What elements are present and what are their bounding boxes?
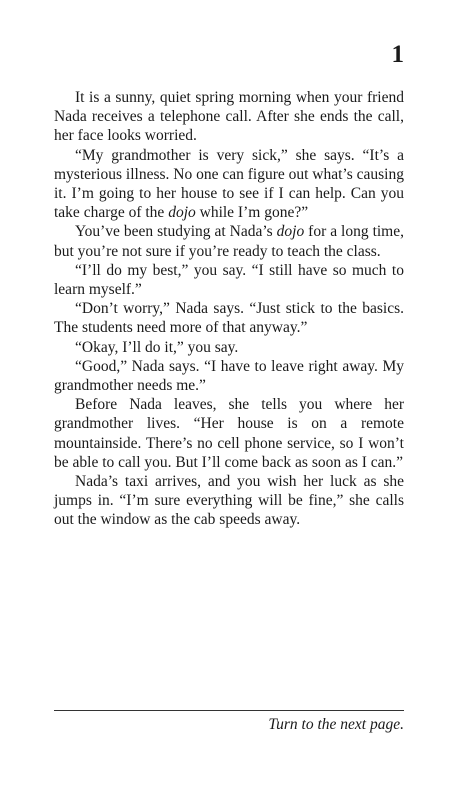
paragraph [54, 261, 404, 299]
text-run: “Okay, I’ll do it,” you say. [75, 338, 239, 356]
text-run: for a long time, but you’re not sure if you’re ready to teach the class. [54, 223, 404, 260]
paragraph [54, 146, 404, 223]
paragraph [54, 472, 404, 530]
italic-term: dojo [168, 204, 196, 222]
paragraph [54, 299, 404, 337]
page-number: 1 [391, 41, 404, 68]
paragraph [54, 357, 404, 395]
text-run: “Don’t worry,” Nada says. “Just stick to the basics. The students need more of that anyway.” [54, 300, 404, 337]
text-run: You’ve been studying at Nada’s [75, 223, 277, 241]
text-run: Nada’s taxi arrives, and you wish her luck as she jumps in. “I’m sure everything will be fine,” she calls out the window as the cab speeds away. [54, 473, 404, 529]
text-run: Before Nada leaves, she tells you where her grandmother lives. “Her house is on a remote mountainside. There’s no cell phone service, so I won’t be able to call you. But I’ll come back as soon as I can.” [54, 396, 404, 471]
paragraph [54, 222, 404, 260]
next-page-prompt: Turn to the next page. [268, 716, 404, 733]
text-run: “Good,” Nada says. “I have to leave right away. My grandmother needs me.” [54, 357, 404, 395]
text-run: It is a sunny, quiet spring morning when your friend Nada receives a telephone call. After she ends the call, her face looks worried. [54, 89, 404, 145]
paragraph [54, 88, 404, 146]
paragraph [54, 395, 404, 472]
text-run: while I’m gone?” [195, 204, 309, 222]
text-run: “My grandmother is very sick,” she says. “It’s a mysterious illness. No one can figure out what’s causing it. I’m going to her house to see if I can help. Can you take charge of the [54, 146, 404, 222]
text-run: “I’ll do my best,” you say. “I still have so much to learn myself.” [54, 261, 404, 299]
paragraph [54, 338, 404, 357]
story-text [54, 88, 404, 530]
footer-divider [54, 710, 404, 711]
italic-term: dojo [276, 223, 305, 241]
